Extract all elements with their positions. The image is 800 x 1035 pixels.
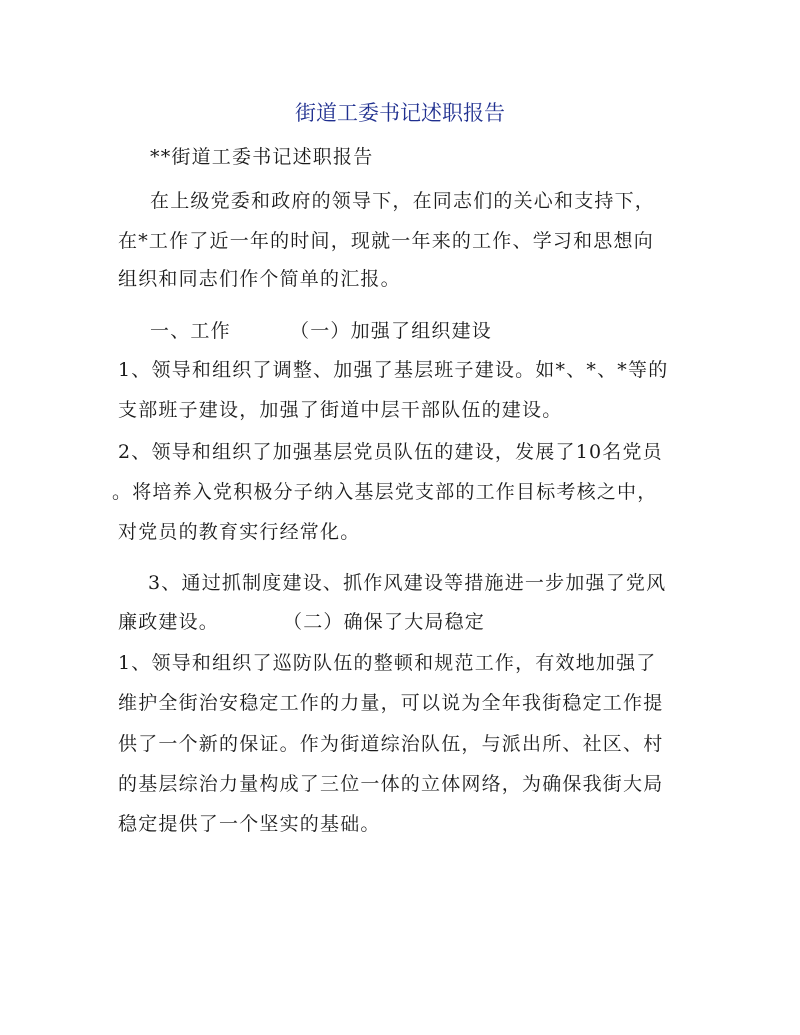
paragraph-line: 组织和同志们作个简单的汇报。	[118, 268, 401, 290]
paragraph-line: 维护全街治安稳定工作的力量，可以说为全年我街稳定工作提	[118, 692, 664, 714]
subsection-heading: （一）加强了组织建设	[290, 320, 493, 342]
paragraph-line: 3、通过抓制度建设、抓作风建设等措施进一步加强了党风	[148, 572, 667, 594]
paragraph-line: 在上级党委和政府的领导下，在同志们的关心和支持下，	[150, 190, 656, 212]
paragraph-line: 对党员的教育实行经常化。	[118, 521, 361, 543]
subsection-heading: （二）确保了大局稳定	[283, 611, 486, 633]
document-title: 街道工委书记述职报告	[295, 101, 505, 125]
paragraph-line: 。将培养入党积极分子纳入基层党支部的工作目标考核之中，	[112, 481, 658, 503]
paragraph-line: 的基层综治力量构成了三位一体的立体网络，为确保我街大局	[118, 773, 664, 795]
paragraph-line: 稳定提供了一个坚实的基础。	[118, 813, 381, 835]
paragraph-line: 在*工作了近一年的时间，现就一年来的工作、学习和思想向	[118, 230, 654, 252]
section-heading: 一、工作	[150, 320, 231, 342]
paragraph-line: 支部班子建设，加强了街道中层干部队伍的建设。	[118, 399, 563, 421]
paragraph-line: 廉政建设。	[118, 611, 220, 633]
paragraph-line: 1、领导和组织了巡防队伍的整顿和规范工作，有效地加强了	[118, 652, 657, 674]
paragraph-line: 1、领导和组织了调整、加强了基层班子建设。如*、*、*等的	[118, 359, 669, 381]
paragraph-line: 供了一个新的保证。作为街道综治队伍，与派出所、社区、村	[118, 733, 664, 755]
subtitle-line: **街道工委书记述职报告	[150, 146, 374, 168]
paragraph-line: 2、领导和组织了加强基层党员队伍的建设，发展了10名党员	[118, 441, 663, 463]
